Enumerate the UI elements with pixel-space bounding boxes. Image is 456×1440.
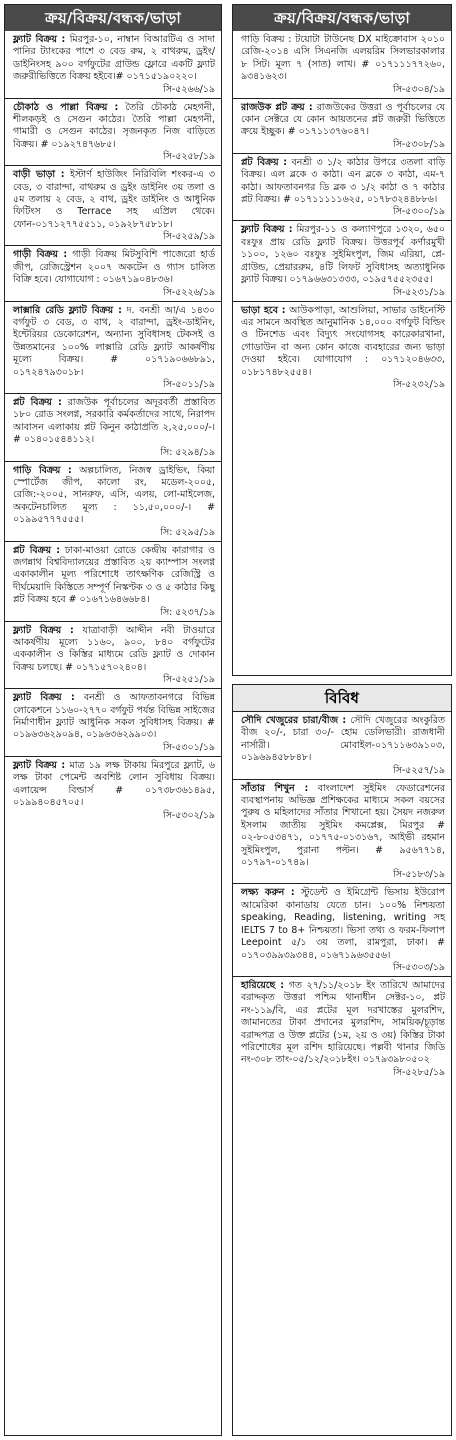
ad-reference-code: সি-৫২৫৯/১৯ [163,231,215,243]
ad-body: মিরপুর-১১ ও কল্যাণপুরে ১৩২০, ৬৫০ বঃফুঃ প্রায় রেডি ফ্ল্যাট বিক্রয়। উত্তরপূর্ব কর্ণারমুখী ১১০০, ১২৬০ বঃফুঃ সুইমিংপুল, জিম এরিয়া, প্লে-গ্রাউন্ড, প্রেয়াররুম, ৪টি লিফট সুবিধাসহ অত্যাধুনিক ফ্ল্যাট বিক্রয়। ০১৭৯৬৬৩১৩৩৩, ০১৯৫৭৫৫২৩৫৫। [241,224,446,286]
classified-ad [233,154,451,222]
ad-text [13,625,215,675]
ad-title: প্লট বিক্রয় : [13,396,62,408]
column-header: বিবিধ [233,685,451,712]
ad-reference-code: সি-৫৩০২/১৯ [163,809,215,821]
classified-ad [5,622,221,690]
ad-body: বনশ্রী ৩ ১/২ কাঠার উপরে ৩তলা বাড়ি বিক্রয়। এল ব্লকে ৩ কাঠা। এন ব্লকে ৩ কাঠা, এম-৭ কাঠা। আফতাবনগর ডি ব্লক ৩ ১/২ কাঠা ও ৭ কাঠার প্লট বিক্রয়। # ০১৭১১১১১৬২৫, ০১৭৮৩২৪৪৮৮৬। [241,156,446,206]
ad-text [241,783,445,870]
classified-ad [233,99,451,154]
ad-title: ফ্ল্যাট বিক্রয় : [13,34,66,45]
ad-title: প্লট বিক্রয় : [13,544,60,556]
column-header: ক্রয়/বিক্রয়/বন্ধক/ভাড়া [5,5,221,31]
ad-reference-code: সি-৫৩০৮/১৯ [393,138,445,150]
ad-reference-code: সি-৫১৮৩/১৯ [393,869,445,881]
ad-body: ইস্টার্ণ হাউজিং নিরিবিলি শংকর-এ ৩ বেড, ৩ বারান্দা, বাথরুম ও ড্রইং ডাইনিং ৩য় তলা ও ৫ম তলায় ২ বেড, ২ বাথ, ড্রইং ডাইনিং ও আধুনিক ফিটিংস ও Terrace সহ এপ্রিল থেকে। ফোন-০১৭১২৭৭৫৫১১, ০১৯২৮৭৫৮১৮। [13,169,215,230]
ad-title: লক্ষ্য করুন : [241,887,295,899]
right-top-classified-column [232,4,452,676]
ad-list [233,712,451,1081]
ad-reference-code: সি-৫৩০১/১৯ [163,741,215,753]
ad-reference-code: সি-৫২৫৮/১৯ [163,151,215,163]
ad-text [241,980,445,1067]
ad-body: বাংলাদেশ সুইমিং ফেডারেশনের ব্যবস্থাপনায় অভিজ্ঞ প্রশিক্ষকের মাধ্যমে সকল বয়সের পুরুষ ও মহিলাদের সাঁতার শিখানো হয়। সৈয়দ নজরুল ইসলাম জাতীয় সুইমিং কমপ্লেক্স, মিরপুর # ০২-৮০৫৩৪৭১, ০১৭৭৫-০১৩১৬৭, আইভী রহমান সুইমিংপুল, পুরানা পল্টন। # ৯৫৬৭৭১৪, ০১৭৯৭-০১৭৪৯। [241,782,445,869]
ad-reference-code: সি-৫২৩১/১৯ [393,286,445,298]
classified-ad [5,542,221,622]
ad-title: ভাড়া হবে : [241,304,286,316]
ad-body: অল্পচালিত, নিজস্ব ড্রাইভিং, কিয়া স্পোর্টেজ জীপ, কালো রং, মডেল-২০০৫, রেজি:-২০০৫, সানরুফ, এসি, এলয়, লো-মাইলেজ, অকটেনচালিত মূল্য : ১১,৫০,০০০/-। # ০১৯৯৫৭৭৭৫৫৫। [13,464,215,526]
ad-text [13,102,215,152]
ad-reference-code: সি-৫০১১/১৯ [163,378,215,390]
ad-reference-code: সি-৫২৫১/১৯ [163,674,215,686]
ad-title: হারিয়েছে : [241,979,284,991]
ad-title: চৌকাঠ ও পাল্লা বিক্রয় : [13,101,119,113]
ad-text [13,34,215,84]
ad-reference-code: সি: ৫২৯৫/১৯ [160,526,215,538]
ad-body: আউকপাড়া, আশুলিয়া, সাভার ডাইনেস্টি এর সামনে অবস্থিত আনুমানিক ১৪,০০০ বর্গফুট বিল্ডিং ও টিনশেড এবং বিদ্যুৎ সংযোগসহ কারেকারখানা, গোডাউন বা অন্য কোন কাজে ব্যবহারের জন্য ভাড়া দেওয়া হইবে। যোগাযোগ : ০১৭১২০৪৬৩৩, ০১৮১৭৪৮২৫৫৪। [241,304,445,378]
classified-ad [233,31,451,99]
ad-body: মাত্র ১৯ লক্ষ টাকায় মিরপুরে ফ্ল্যাট, ৬ লক্ষ টাকা পেমেন্ট অবশিষ্ট লোন সুবিধায় বিক্রয়। এলায়েন্স বিল্ডার্স # ০১৭৩৮৩৬১৪৯৫, ০১৯৯৪০৪৫৭০৫। [13,759,216,809]
ad-reference-code: সি-৫২২৬/১৯ [163,286,215,298]
ad-title: ফ্ল্যাট বিক্রয় : [241,224,293,236]
ad-title: রাজউক প্লট ক্রয় : [241,101,313,113]
ad-body: রাজউক পূর্বাচলের অদূরবর্তী প্রস্তাবিত ১৮০ রোড সংলগ্ন, সরকারি কর্মকর্তাদের সাথে, নিরাপদ আবাসন এলাকায় প্লট কিনুন কাঠাপ্রতি ২,২৫,০০০/-। # ০১৪০১৫৪৪১১২। [13,396,216,446]
ad-text [13,465,215,527]
ad-body: গত ২৭/১১/২০১৮ ইং তারিখে আমাদের বরাদ্দকৃত উত্তরা পশ্চিম থানাধীন সেক্টর-১০, প্লট নং-১১৯/বি, এর প্লটের মূল দরখাস্তের মুলরশিদ, জামানতের টাকা প্রদানের মুলরশিদ, সাময়িক/চূড়ান্ত বরাদ্দপত্র ও উক্ত প্লটের (১ম, ২য় ও ৩য়) কিস্তির টাকা পরিশোধের মূল রশিদ হারিয়েছে। পল্লবী থানার জিডি নং-৩০৮ তাং-০৫/১২/২০১৮ইং। ০১৭৯৩৯৮০৫০২ [241,979,445,1066]
ad-title: বাড়ী ভাড়া : [13,169,65,181]
ad-title: ফ্ল্যাট বিক্রয় : [13,759,66,771]
ad-reference-code: সি-৫২৬৬/১৯ [163,83,215,95]
ad-text [13,760,215,810]
left-classified-column [4,4,222,1436]
classified-ad [5,689,221,757]
ad-title: সাঁতার শিখুন : [241,782,309,794]
ad-title: লাক্সারি রেডি ফ্ল্যাট বিক্রয় : [13,304,122,316]
classified-ad [233,712,451,780]
ad-text [241,887,445,961]
ad-reference-code: সি-৫৩০০/১৯ [393,206,445,218]
ad-text [13,305,215,379]
ad-reference-code: সি: ৫২৩৭/১৯ [160,606,215,618]
ad-text [13,692,215,742]
ad-reference-code: সি-৫২৩২/১৯ [393,378,445,390]
classified-ad [5,757,221,824]
ad-body: বনশ্রী ও আফতাবনগরে বিভিন্ন লোকেশনে ১১৬০-২৭৭০ বর্গফুট পর্যন্ত বিভিন্ন সাইজের নির্মাণাধীন ফ্ল্যাট আধুনিক সকল সুবিধাসহ বিক্রয়। # ০১৯৬৩৬২৯০৯৪, ০১৯৬৩৬২৯৯০৩। [13,692,216,741]
ad-text [241,224,445,286]
ad-body: স্টুডেন্ট ও ইমিগ্রেন্ট ভিসায় ইউরোপ আমেরিকা কানাডায় যেতে চান। ১০০% নিশ্চয়তা speaking, Reading, listening, writing সহ IELTS 7 to 8+ নিশ্চয়তা। ভিসা তথ্য ও ফরম-ফিলাপ Leepoint ৫/১ ৩য় তলা, রামপুরা, ঢাকা। # ০১৭০৩৯৯৩৯৩৪৪, ০১৬৭১৯৬৩৫৫৬। [241,887,445,961]
ad-title: গাড়ি বিক্রয় : [13,464,72,476]
ad-body: গাড়ী বিক্রয় মিটসুবিশি পাজেরো হার্ড জীপ, রেজিস্ট্রেশন ২০০৭ অকটেন ও গ্যাস চালিত বিক্রি হবে। যোগাযোগ : ০১৬৭১৯০৪৮৩৬। [13,249,216,286]
ad-text [241,102,445,139]
ad-title: প্লট বিক্রয় : [241,156,287,168]
ad-body: সৌদি খেজুরের অংকুরিত বীজ ২০/-, চারা ৩০/- হোম ডেলিভারী। রাজধানী নার্সারী। মোবাইল-০১৭১১৬৩৯১০৩, ০১৯৬৯৪৫৮৮৪৮। [241,715,445,764]
ad-text [13,249,215,286]
classified-ad [5,31,221,99]
classified-ad [233,780,451,885]
classified-ad [5,99,221,167]
ad-reference-code: সি-৫৩০৩/১৯ [393,961,445,973]
ad-body: মিরপুর-১০, নাম্বান বিআরটিএ ও সাদা পানির ট্যাংকের পাশে ৩ বেড রুম, ২ বাথরুম, ড্রইং/ডাইনিংসহ ৯০০ বর্গফুটের গ্রাউন্ড ফ্লোরে একটি ফ্ল্যাট জরুরীভিত্তিতে বিক্রয় হইবে।# ০১৭১৫১৯০২২০। [13,34,215,83]
ad-body: যাত্রাবাড়ী আদ্দীন নবী টাওয়ারে আকর্ষণীয় মূল্যে ১১৬০, ৯০০, ৮৪০ বর্গফুটের এককালীন ও কিস্তির মাধ্যমে রেডি ফ্ল্যাট ও দোকান বিক্রয় চলছে। # ০১৭১৫৭০২৪০৪। [13,624,215,673]
ad-reference-code: সি-৫২৫৭/১৯ [393,764,445,776]
ad-title: গাড়ী বিক্রয় : [13,249,68,261]
classified-ad [5,394,221,462]
ad-text [241,34,445,84]
ad-text [241,715,445,765]
classified-ad [5,166,221,246]
ad-text [13,169,215,231]
ad-text [13,545,215,607]
classified-ad [233,884,451,976]
column-header: ক্রয়/বিক্রয়/বন্ধক/ভাড়া [233,5,451,31]
ad-body: গাড়ি বিক্রয় : টয়োটা টাউনেছ DX মাইক্রোবাস ২০১০ রেজি-২০১৪ এসি সিএনজি এলয়রিম সিলভারকালার ৮ সিট। মূল্য ৭ (সাত) লাখ। # ০১৭১১১৭৭২৬০, ৯৩৪১৬২৩। [241,34,445,83]
ad-title: ফ্ল্যাট বিক্রয় : [13,624,74,636]
classified-ad [5,462,221,542]
ad-body: ঢাকা-মাওয়া রোডে কেন্দ্রীয় কারাগার ও জগন্নাথ বিশ্ববিদ্যালয়ের প্রস্তাবিত ২য় ক্যাম্পাস সংলগ্ন একাকালীন মূল্য পরিশোধে তাৎক্ষণিক রেজিস্ট্রি ও দীর্ঘমেয়াদি কিস্তিতে সম্পূর্ণ নিস্কণ্টক ৩ ও ৫ কাঠার কিছু প্লট বিক্রয় হবে # ০১৬৭১৬৪৬৬৮৪। [13,544,215,606]
ad-list [5,31,221,824]
classified-ad [5,302,221,394]
classified-ad [233,221,451,301]
ad-title: সৌদি খেজুরের চারা/বীজ : [241,715,347,726]
ad-body: তৈরি চৌকাঠ মেহগনী, শীলকড়ই ও সেগুন কাঠের। তৈরি পাল্লা মেহগনী, গামারী ও সেগুন কাঠের। সৃজনকৃত নিজ বাড়িতে বিক্রয়। # ০১৯২৭৪৭৬৮৫। [13,101,215,150]
ad-reference-code: সি-৫৩০৪/১৯ [393,83,445,95]
classified-ad [233,302,451,393]
ad-list [233,31,451,393]
ad-body: রাজউকের উত্তরা ও পূর্বাচলের যে কোন সেক্টরে যে কোন আয়তনের প্লট জরুরী ভিত্তিতে ক্রয়ে ইচ্ছুক। # ০১৭১১৩৭৬০৪৭। [241,101,445,138]
ad-reference-code: সি-৫২৮৫/১৯ [393,1066,445,1078]
ad-body: দ. বনশ্রী আ/এ ১৪৩০ বর্গফুট ৩ বেড, ৩ বাথ, ২ বারান্দা, ড্রইং-ডাইনিং, ইন্টেরিয়র ডেকোরেশন, অন্যান্য সুবিধাসহ টেকসই ও উন্নতমানের ১০০% লাক্সারি রেডি ফ্ল্যাট আকর্ষণীয় মূল্যে বিক্রয়। # ০১৭১৯০৬৬৮৯১, ০১৭২৪৭৯৩০১৮। [13,304,215,378]
ad-text [241,157,445,207]
ad-title: ফ্ল্যাট বিক্রয় : [13,692,75,704]
classified-ad [233,977,451,1081]
ad-reference-code: সি: ৫২৯৪/১৯ [160,446,215,458]
miscellaneous-column [232,684,452,1436]
ad-text [13,397,215,447]
classified-ad [5,246,221,301]
ad-text [241,305,445,379]
